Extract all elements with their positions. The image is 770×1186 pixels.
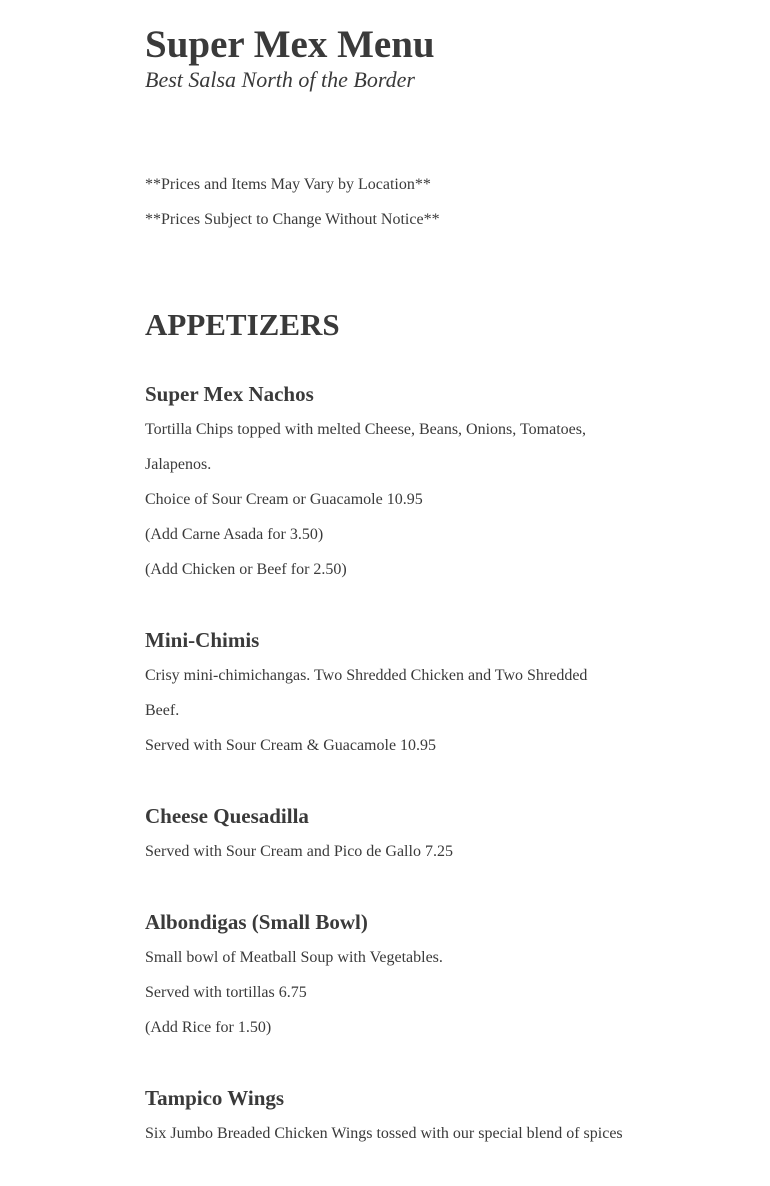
menu-item-description: Six Jumbo Breaded Chicken Wings tossed with our special blend of spices <box>145 1125 623 1142</box>
menu-item-name: Super Mex Nachos <box>145 382 314 406</box>
menu-item-addon: (Add Chicken or Beef for 2.50) <box>145 561 347 578</box>
menu-item-name: Albondigas (Small Bowl) <box>145 910 368 934</box>
menu-item-super-mex-nachos <box>145 376 625 587</box>
appetizer-list <box>145 376 625 1186</box>
menu-item-cheese-quesadilla <box>145 798 625 869</box>
menu-item-albondigas <box>145 904 625 1045</box>
menu-item-price-line: Served with Sour Cream & Guacamole 10.95 <box>145 737 437 754</box>
menu-item-price-line: Served with Sour Cream and Pico de Gallo 7.25 <box>145 843 453 860</box>
page-tagline: Best Salsa North of the Border <box>145 67 415 92</box>
menu-item-name: Mini-Chimis <box>145 628 260 652</box>
menu-item-mini-chimis <box>145 622 625 763</box>
menu-item-description: Tortilla Chips topped with melted Cheese, Beans, Onions, Tomatoes, <box>145 421 586 438</box>
notice-location: **Prices and Items May Vary by Location** <box>145 176 431 193</box>
menu-item-description: Small bowl of Meatball Soup with Vegetables. <box>145 949 443 966</box>
notices <box>145 167 440 237</box>
notice-prices: **Prices Subject to Change Without Notice** <box>145 211 440 228</box>
menu-item-price-line: Choice of Sour Cream or Guacamole 10.95 <box>145 491 423 508</box>
menu-item-description: Jalapenos. <box>145 456 212 473</box>
menu-item-description: Crisy mini-chimichangas. Two Shredded Chicken and Two Shredded <box>145 667 588 684</box>
menu-item-tampico-wings <box>145 1080 625 1151</box>
section-heading-appetizers: APPETIZERS <box>145 307 340 342</box>
menu-item-addon: (Add Carne Asada for 3.50) <box>145 526 324 543</box>
menu-item-name: Cheese Quesadilla <box>145 804 309 828</box>
menu-item-name: Tampico Wings <box>145 1086 285 1110</box>
menu-item-description: Beef. <box>145 702 180 719</box>
menu-item-price-line: Served with tortillas 6.75 <box>145 984 307 1001</box>
menu-item-addon: (Add Rice for 1.50) <box>145 1019 272 1036</box>
page-title: Super Mex Menu <box>145 23 435 66</box>
